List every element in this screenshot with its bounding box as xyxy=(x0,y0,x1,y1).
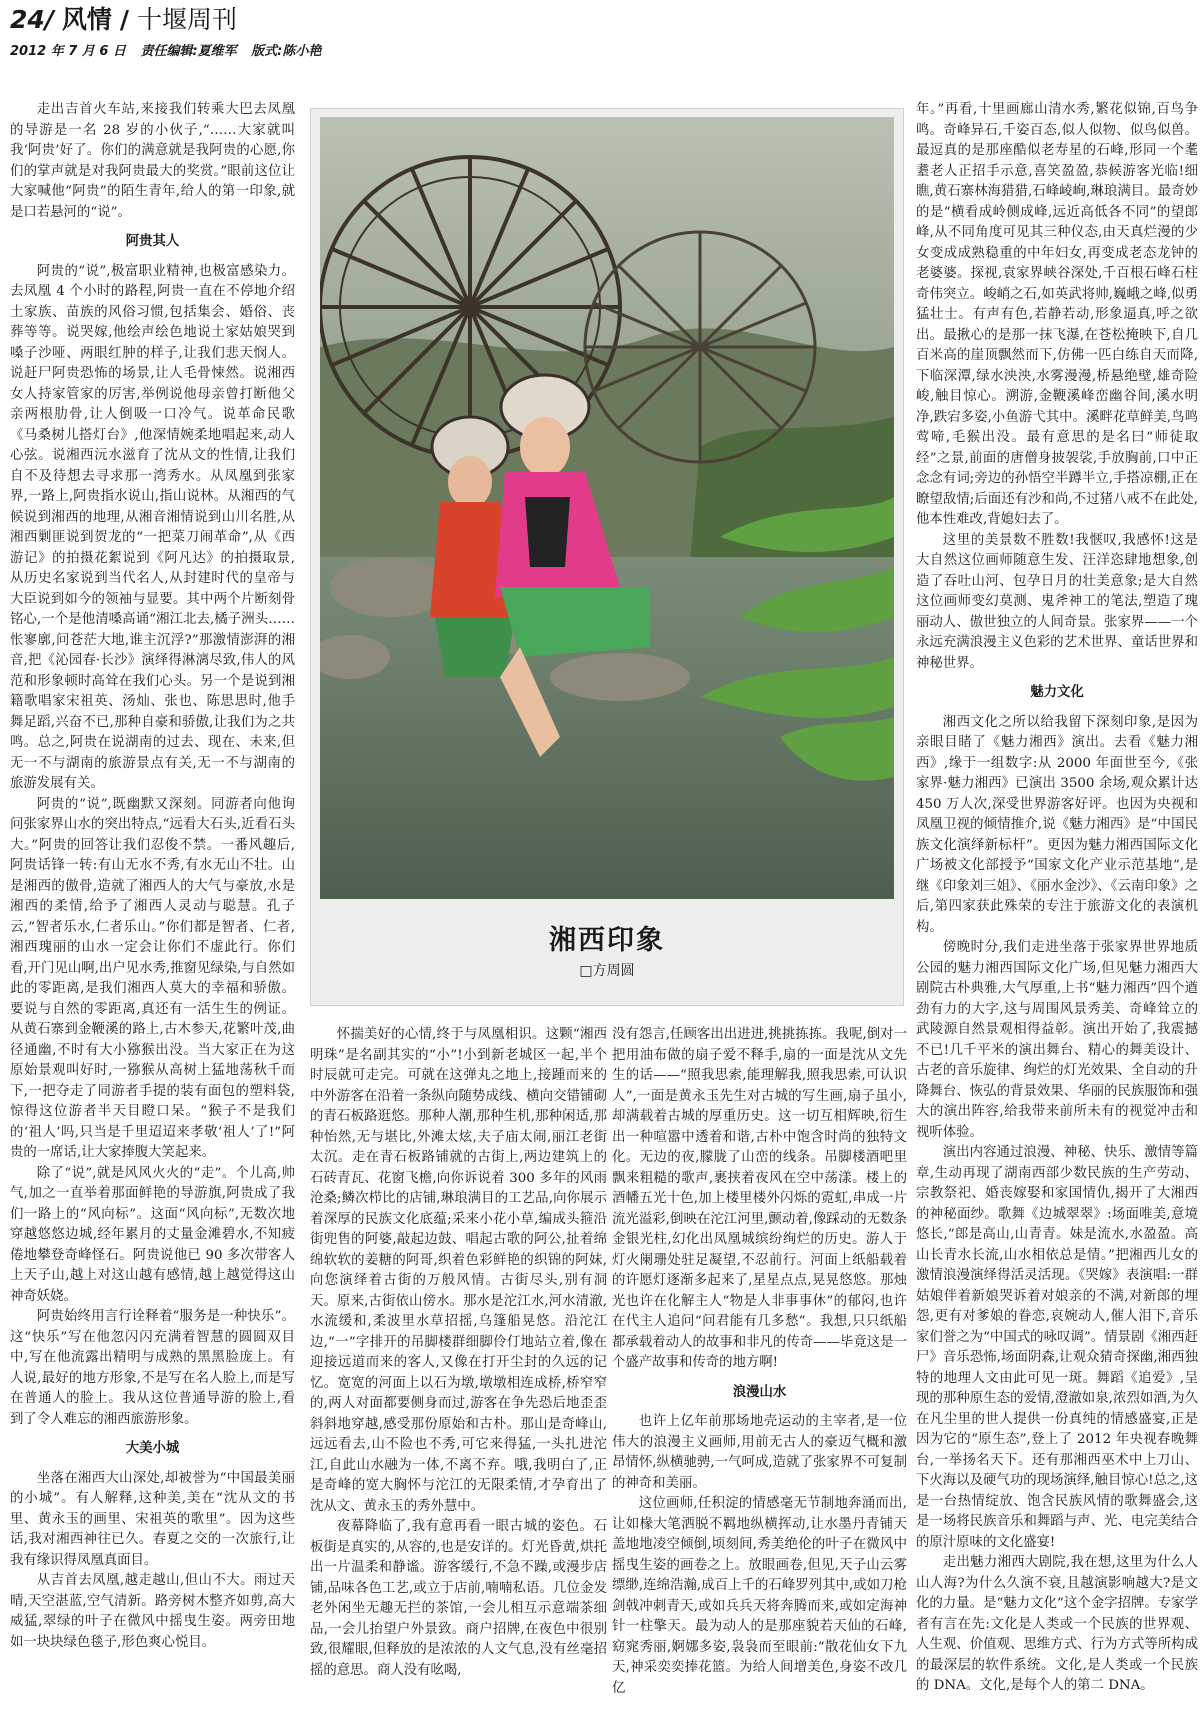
paragraph: 从吉首去凤凰,越走越山,但山不大。雨过天晴,天空湛蓝,空气清新。路旁树木整齐如剪,高大威猛,翠绿的叶子在微风中摇曳生姿。两旁田地如一块块绿色毯子,形色爽心悦目。 xyxy=(10,1573,295,1650)
issue-info xyxy=(10,40,331,59)
masthead-separator: / xyxy=(119,5,129,34)
paragraph: 阿贵始终用言行诠释着“服务是一种快乐”。这“快乐”写在他忽闪闪充满着智慧的圆圆双目中,写在他流露出精明与成熟的黑黑脸庞上。有人说,最好的地方形象,不是写在名人脸上,而是写在普通人的脸上。我从这位普通导游的脸上,看到了令人难忘的湘西旅游形象。 xyxy=(10,1309,295,1427)
paragraph: 傍晚时分,我们走进坐落于张家界世界地质公园的魅力湘西国际文化广场,但见魅力湘西大剧院古朴典雅,大气厚重,上书“魅力湘西”四个遒劲有力的大字,这与周围风景秀美、奇峰耸立的武陵源自然景观相得益彰。演出开始了,我震撼不已!几千平米的演出舞台、精心的舞美设计、古老的音乐旋律、绚烂的灯光效果、全自动的升降舞台、恢弘的背景效果、华丽的民族服饰和强大的演出阵容,给我带来前所未有的视觉冲击和视听体验。 xyxy=(916,940,1198,1140)
article-column-left xyxy=(10,100,295,1720)
article-author: □方周圆 xyxy=(579,963,635,979)
paragraph: 年。”再看,十里画廊山清水秀,繁花似锦,百鸟争鸣。奇峰异石,千姿百态,似人似物、似鸟似兽。最逗真的是那座酷似老寿星的石峰,形同一个耄耋老人正招手示意,喜笑盈盈,恭候游客光临!细瞧,黄石寨林海猎猎,石峰崚峋,琳琅满目。最奇妙的是“横看成岭侧成峰,远近高低各不同”的望郎峰,从不同角度可见其三种仪态,由天真烂漫的少女变成成熟稳重的中年妇女,再变成老态龙钟的老婆婆。探视,袁家界峡谷深处,千百根石峰石柱奇伟突立。峻峭之石,如英武将帅,巍峨之峰,似勇猛壮士。有声有色,若静若动,形象逼真,呼之欲出。最揪心的是那一抹飞瀑,在苍松掩映下,自几百米高的崖顶飘然而下,仿佛一匹白练自天而降,下临深潭,绿水泱泱,水雾漫漫,桥悬绝壁,雄奇险峻,触目惊心。溯游,金鞭溪峰峦幽谷间,溪水明净,跌宕多姿,小鱼游弋其中。溪畔花草鲜美,鸟鸣莺啼,毛猴出没。最有意思的是名曰“师徒取经”之景,前面的唐僧身披袈裟,手放胸前,口中正念念有词;旁边的孙悟空半蹲半立,手搭凉棚,正在瞭望敌情;后面还有沙和尚,不过猪八戒不在此处,他本性难改,背媳妇去了。 xyxy=(916,102,1198,527)
paragraph: 没有怨言,任顾客出出进进,挑挑拣拣。我呢,倒对一把用油布做的扇子爱不释手,扇的一面是沈从文先生的话——“照我思索,能理解我,照我思索,可认识人”,一面是黄永玉先生对古城的写生画,扇子虽小,却满载着古城的厚重历史。这一切互相辉映,衍生出一种喧嚣中透着和谐,古朴中饱含时尚的独特文化。无边的夜,朦胧了山峦的线条。吊脚楼酒吧里飘来粗糙的歌声,裹挟着夜风在空中荡漾。楼上的酒幡五光十色,加上楼里楼外闪烁的霓虹,串成一片流光溢彩,倒映在沱江河里,颤动着,像踩动的无数条金银光柱,幻化出凤凰城缤纷绚烂的历史。游人于灯火阑珊处驻足凝望,不忍前行。河面上纸船载着的许愿灯逐渐多起来了,星星点点,晃晃悠悠。那烛光也许在化解主人“物是人非事事休”的郁闷,也许在代主人追问“问君能有几多愁”。我想,只只纸船都承载着动人的故事和非凡的传奇——毕竟这是一个盛产故事和传奇的地方啊! xyxy=(612,1027,907,1370)
subheading: 浪漫山水 xyxy=(732,1384,787,1400)
photo-illustration xyxy=(320,117,894,899)
page-number: 24/ xyxy=(10,5,54,34)
layout-editor: 版式:陈小艳 xyxy=(251,44,322,59)
paragraph: 坐落在湘西大山深处,却被誉为“中国最美丽的小城”。有人解释,这种美,美在“沈从文的书里、黄永玉的画里、宋祖英的歌里”。因为这些话,我对湘西神往已久。春夏之交的一次旅行,让我有缘识得凤凰真面目。 xyxy=(10,1470,295,1568)
article-column-middle-1 xyxy=(310,1025,607,1720)
masthead xyxy=(10,4,237,36)
article-column-right xyxy=(916,100,1198,1720)
article-column-middle-2 xyxy=(612,1025,907,1720)
paragraph: 阿贵的“说”,极富职业精神,也极富感染力。去凤凰 4 个小时的路程,阿贵一直在不停地介绍土家族、苗族的风俗习惯,包括集会、婚俗、丧葬等等。说哭嫁,他绘声绘色地说土家姑娘哭到嗓子沙哑、两眼红肿的样子,让我们悲天悯人。说赶尸阿贵恐怖的场景,让人毛骨悚然。说湘西女人持家管家的厉害,举例说他母亲曾打断他父亲两根肋骨,让人倒吸一口冷气。说革命民歌《马桑树儿搭灯台》,他深情婉柔地唱起来,动人心弦。说湘西沅水滋育了沈从文的性情,让我们自不及待想去寻求那一湾秀水。从凤凰到张家界,一路上,阿贵指水说山,指山说林。从湘西的气候说到湘西的地理,从湘音湘情说到山川名胜,从湘西剿匪说到贺龙的“一把菜刀闹革命”,从《西游记》的拍摄花絮说到《阿凡达》的拍摄取景,从历史名家说到当代名人,从封建时代的皇帝与大臣说到如今的领袖与显要。其中两个片断刻骨铭心,一个是他清嗓高诵“湘江北去,橘子洲头……怅寥廓,问苍茫大地,谁主沉浮?”那激情澎湃的湘音,把《沁园春·长沙》演绎得淋漓尽致,伟人的风范和形象顿时高耸在我们心头。另一个是说到湘籍歌唱家宋祖英、汤灿、张也、陈思思时,他手舞足蹈,兴奋不已,那种自豪和骄傲,让我们为之共鸣。总之,阿贵在说湖南的过去、现在、未来,但无一不与湖南的旅游景点有关,无一不与湖南的旅游发展有关。 xyxy=(10,263,295,791)
page-header xyxy=(10,4,1190,64)
paragraph: 走出魅力湘西大剧院,我在想,这里为什么人山人海?为什么久演不衰,且越演影响越大?是文化的力量。是“魅力文化”这个金字招牌。专家学者有言在先:文化是人类或一个民族的世界观、人生观、价值观、思维方式、行为方式等所构成的最深层的软件系统。文化,是人类或一个民族的 DNA。文化,是每个人的第二 DNA。 xyxy=(916,1555,1198,1693)
feature-photo xyxy=(320,117,894,899)
paragraph: 阿贵的“说”,既幽默又深刻。同游者向他询问张家界山水的突出特点,“远看大石头,近看石头大。”阿贵的回答让我们忍俊不禁。一番风趣后,阿贵话锋一转:有山无水不秀,有水无山不壮。山是湘西的傲骨,造就了湘西人的大气与豪放,水是湘西的柔情,给予了湘西人灵动与聪慧。孔子云,“智者乐水,仁者乐山。”你们都是智者、仁者,湘西瑰丽的山水一定会让你们不虚此行。你们看,开门见山啊,出户见水秀,推窗见绿染,与自然如此的零距离,是我们湘西人莫大的幸福和骄傲。要说与自然的零距离,真还有一活生生的例证。从黄石寨到金鞭溪的路上,古木参天,花繁叶茂,曲径通幽,不时有大小猕猴出没。当大家正在为这原始景观叫好时,一猕猴从高树上猛地荡秋千而下,一把夺走了同游者手提的装有面包的塑料袋,惊得这位游者半天目瞪口呆。“猴子不是我们的‘祖人’吗,只当是千里迢迢来孝敬‘祖人’了!”阿贵的一席话,让大家捧腹大笑起来。 xyxy=(10,796,295,1160)
publication-name: 十堰周刊 xyxy=(136,5,237,34)
subheading: 大美小城 xyxy=(125,1441,180,1456)
subheading: 阿贵其人 xyxy=(125,234,180,249)
paragraph: 夜幕降临了,我有意再看一眼古城的姿色。石板街是真实的,从容的,也是安详的。灯光昏黄,烘托出一片温柔和静谧。游客缓行,不急不躁,或漫步店铺,品味各色工艺,或立于店前,喃喃私语。几位金发老外闲坐无趣无拦的茶馆,一会儿相互示意端茶细品,一会儿抬望户外景致。商户招牌,在夜色中很别致,很耀眼,但释放的是浓浓的人文气息,没有丝毫招摇的意思。商人没有吆喝, xyxy=(310,1519,607,1678)
paragraph: 也许上亿年前那场地壳运动的主宰者,是一位伟大的浪漫主义画师,用前无古人的豪迈气概和激昂情怀,纵横驰骋,一气呵成,造就了张家界不可复制的神奇和美丽。 xyxy=(612,1414,907,1491)
section-name: 风情 xyxy=(61,5,112,34)
issue-date: 2012 年 7 月 6 日 xyxy=(10,44,126,59)
paragraph: 走出吉首火车站,来接我们转乘大巴去凤凰的导游是一名 28 岁的小伙子,“……大家就叫我‘阿贵’好了。你们的满意就是我阿贵的心愿,你们的掌声就是对我阿贵最大的奖赏。”眼前这位让大家喊他“阿贵”的陌生青年,给人的第一印象,就是口若悬河的“说”。 xyxy=(10,102,295,220)
paragraph: 这位画师,任积淀的情感毫无节制地奔涌而出,让如椽大笔洒脱不羁地纵横挥动,让水墨丹青铺天盖地地凌空倾倒,顷刻间,秀美绝伦的叶子在微风中摇曳生姿的画卷之上。放眼画卷,但见,天子山云雾缥缈,连绵浩瀚,成百上千的石峰罗列其中,或如刀枪剑戟冲刺青天,或如兵兵天将奔腾而来,或如定海神针一柱擎天。最为动人的是那座貌若天仙的石峰,窈窕秀丽,婀娜多姿,袅袅而至眼前:“散花仙女下九天,神采奕奕捧花篮。为给人间增美色,身姿不改几亿 xyxy=(612,1496,907,1696)
article-title: 湘西印象 xyxy=(549,925,665,956)
paragraph: 这里的美景数不胜数!我惬叹,我感怀!这是大自然这位画师随意生发、汪洋恣肆地想象,创造了吞吐山河、包孕日月的壮美意象;是大自然这位画师变幻莫测、鬼斧神工的笔法,塑造了瑰丽动人、傲世独立的人间奇景。张家界——一个永远充满浪漫主义色彩的艺术世界、童话世界和神秘世界。 xyxy=(916,532,1198,671)
paragraph: 演出内容通过浪漫、神秘、快乐、激情等篇章,生动再现了湖南西部少数民族的生产劳动、宗教祭祀、婚丧嫁娶和家国情仇,揭开了大湘西的神秘面纱。歌舞《边城翠翠》:场面唯美,意境悠长,“郎是高山,山青青。妹是流水,水盈盈。高山长青水长流,山水相依总是情。”把湘西儿女的激情浪漫演绎得活灵活现。《哭嫁》表演唱:一群姑娘伴着新娘哭诉着对娘亲的不满,对新郎的埋怨,更有对爹娘的眷恋,哀婉动人,催人泪下,音乐家们誉之为“中国式的咏叹调”。情景剧《湘西赶尸》音乐恐怖,场面阴森,让观众猜奇探幽,湘西独特的地理人文由此可见一斑。舞蹈《追爱》,呈现的那种原生态的爱情,澄澈如泉,浓烈如酒,为久在凡尘里的世人提供一份真纯的情感盛宴,正是因为它的“原生态”,登上了 2012 年央视春晚舞台,一举扬名天下。还有那湘西巫术中上刀山、下火海以及硬气功的现场演绎,触目惊心!总之,这是一台热情绽放、饱含民族风情的歌舞盛会,这是一场将民族音乐和舞蹈与声、光、电完美结合的原汁原味的文化盛宴! xyxy=(916,1145,1198,1550)
responsible-editor: 责任编辑:夏维军 xyxy=(140,44,237,59)
subheading: 魅力文化 xyxy=(1030,685,1084,700)
waterwheel-right xyxy=(585,232,815,462)
paragraph: 除了“说”,就是风风火火的“走”。个儿高,帅气,加之一直举着那面鲜艳的导游旗,阿贵成了我们一路上的“风向标”。这面“风向标”,无数次地穿越悠悠边城,经年累月的丈量金滩碧水,不知疲倦地攀登奇峰怪石。阿贵说他已 90 多次带客人上天子山,越上对这山越有感情,越上越觉得这山神奇妖娆。 xyxy=(10,1165,295,1304)
feature-photo-frame xyxy=(310,108,904,1006)
paragraph: 怀揣美好的心情,终于与凤凰相识。这颗“湘西明珠”是名副其实的“小”!小到新老城区一起,半个时辰就可走完。可就在这弹丸之地上,接踵而来的中外游客在沿着一条纵向随势成线、横向交错铺砌的青石板路逛悠。那种人潮,那种生机,那种闲适,那种怡然,无与堪比,外滩太炫,夫子庙太闹,丽江老街太沉。走在青石板路铺就的古街上,两边建筑上的石砖青瓦、花窗飞檐,向你诉说着 300 多年的风雨沧桑;鳞次栉比的店铺,琳琅满目的工艺品,向你展示着深厚的民族文化底蕴;采来小花小草,编成头箍沿街兜售的阿婆,敲起边鼓、唱起古歌的阿公,扯着绵绵软软的姜糖的阿哥,织着色彩鲜艳的织锦的阿妹,向您演绎着古街的万般风情。古街尽头,别有洞天。原来,古街依山傍水。那水是沱江水,河水清澈,水流缓和,柔波里水草招摇,乌篷船晃悠。沿沱江边,“一”字排开的吊脚楼群细脚伶仃地站立着,像在迎接远道而来的客人,又像在打开尘封的久远的记忆。宽宽的河面上以石为墩,墩墩相连成桥,桥窄窄的,两人对面都要侧身而过,游客在争先恐后地歪歪斜斜地穿越,感受那份原始和古朴。那山是奇峰山,远远看去,山不险也不秀,可它来得猛,一头扎进沱江,自此山水融为一体,不离不弃。哦,我明白了,正是奇峰的宽大胸怀与沱江的无限柔情,才孕育出了沈从文、黄永玉的秀外慧中。 xyxy=(310,1027,607,1514)
paragraph: 湘西文化之所以给我留下深刻印象,是因为亲眼目睹了《魅力湘西》演出。去看《魅力湘西》,缘于一组数字:从 2000 年面世至今,《张家界·魅力湘西》已演出 3500 余场,观众累计达 450 万人次,深受世界游客好评。也因为央视和凤凰卫视的倾情推介,说《魅力湘西》是“中国民族文化演绎新标杆”。更因为魅力湘西国际文化广场被文化部授予“国家文化产业示范基地”,是继《印象刘三姐》、《丽水金沙》、《云南印象》之后,第四家获此殊荣的专注于旅游文化的表演机构。 xyxy=(916,714,1198,935)
